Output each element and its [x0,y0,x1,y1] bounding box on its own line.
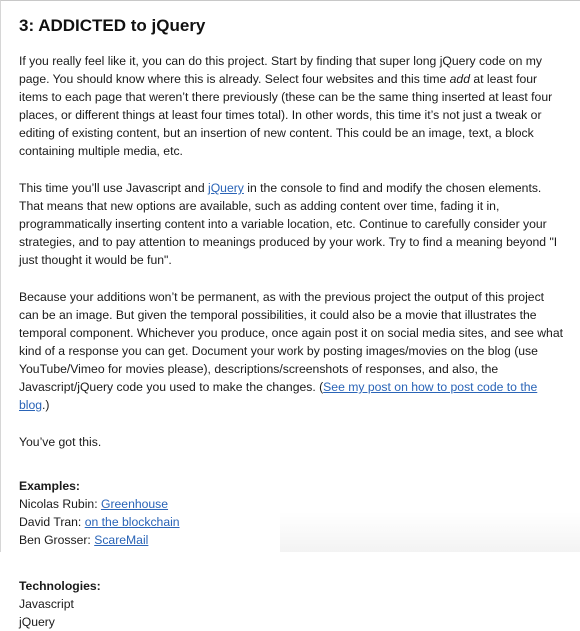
paragraph-output-text-b: .) [42,398,50,412]
paragraph-instructions-text-a: If you really feel like it, you can do this project. Start by finding that super long jQuery code on my page. You should know where this is already. Select four websites and this time [19,54,542,86]
paragraph-instructions [19,52,567,160]
paragraph-output [19,288,567,414]
example-item [19,531,567,549]
section-heading: 3: ADDICTED to jQuery [19,16,206,35]
example-link-blockchain[interactable]: on the blockchain [84,515,180,529]
example-item [19,513,567,531]
paragraph-tools-text-a: This time you’ll use Javascript and [19,181,208,195]
post-code-link[interactable]: See my post on how to post code to the blog [19,380,538,412]
paragraph-encouragement: You’ve got this. [19,435,102,449]
examples-section [19,477,567,549]
example-author: Ben Grosser: [19,533,95,547]
example-author: Nicolas Rubin: [19,497,101,511]
paragraph-output-text-a: Because your additions won’t be permanent, as with the previous project the output of this project can be an image. But given the temporal possibilities, it could also be a movie that illustrates the temporal component. Whichever you produce, once again post it on social media sites, and see what kind of a response you can get. Document your work by posting images/movies on the blog (use YouTube/Vimeo for movies please), descriptions/screenshots of responses, and also, the Javascript/jQuery code you used to make the changes. ( [19,290,564,394]
post-content [19,15,567,631]
example-item [19,495,567,513]
technology-item: jQuery [19,615,55,629]
jquery-link[interactable]: jQuery [207,181,244,195]
example-author: David Tran: [19,515,85,529]
example-link-scaremail[interactable]: ScareMail [94,533,149,547]
technologies-label: Technologies: [19,579,101,593]
example-link-greenhouse[interactable]: Greenhouse [100,497,169,511]
emphasis-add: add [449,72,470,86]
examples-label: Examples: [19,479,80,493]
technology-item: Javascript [19,597,74,611]
technologies-section [19,577,567,631]
paragraph-tools-text-b: in the console to find and modify the chosen elements. That means that new options are available, such as adding content over time, fading it in, programmatically inserting content into a variable location, etc. Continue to carefully consider your strategies, and to pay attention to meanings produced by your work. Try to find a meaning beyond "I just thought it would be fun". [19,181,558,267]
paragraph-tools [19,179,567,269]
paragraph-instructions-text-b: at least four items to each page that weren’t there previously (these can be the same thing inserted at least four places, or different things at least four times total). In other words, this time it’s not just a tweak or editing of existing content, but an insertion of new content. This could be an image, text, a block containing multiple media, etc. [19,72,553,158]
